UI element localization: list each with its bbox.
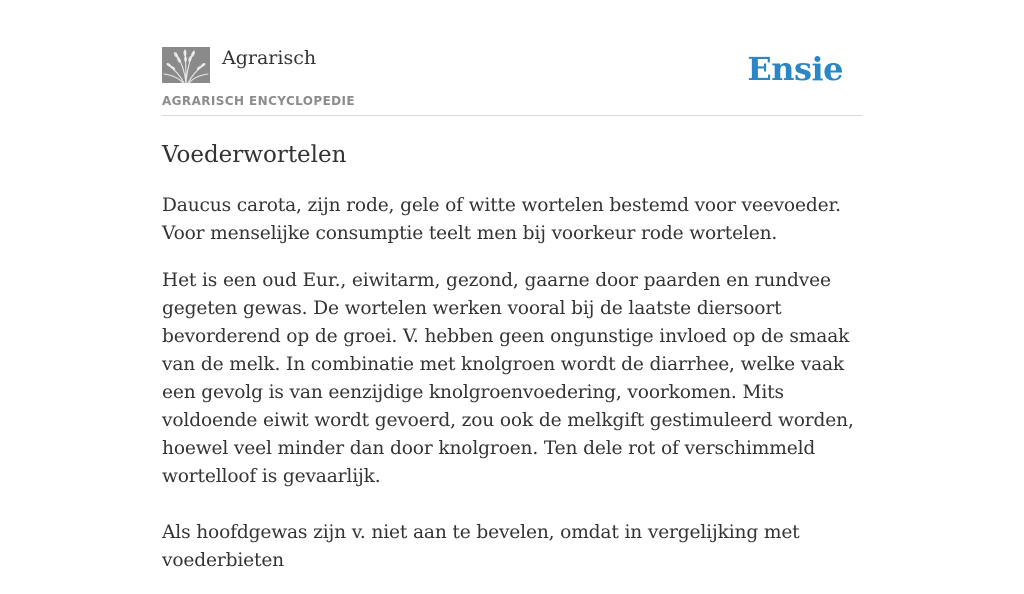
entry-title: Voederwortelen — [162, 142, 347, 168]
wheat-ears-icon[interactable] — [162, 47, 210, 83]
source-subtitle[interactable]: AGRARISCH ENCYCLOPEDIE — [162, 94, 355, 108]
content-container — [162, 0, 862, 571]
brand-logo[interactable]: Ensie — [747, 50, 843, 88]
entry-paragraph: Daucus carota, zijn rode, gele of witte wortelen bestemd voor veevoeder. Voor menselijke consumptie teelt men bij voorkeur rode wortelen. — [162, 195, 841, 244]
source-header — [162, 0, 862, 116]
source-title[interactable]: Agrarisch — [222, 47, 317, 69]
entry-body — [162, 192, 862, 594]
entry-paragraph: Het is een oud Eur., eiwitarm, gezond, gaarne door paarden en rundvee gegeten gewas. De wortelen werken vooral bij de laatste diersoort bevorderend op de groei. V. hebben geen ongunstige invloed op de smaak van de melk. In combinatie met knolgroen wordt de diarrhee, welke vaak een gevolg is van eenzijdige knolgroenvoedering, voorkomen. Mits voldoende eiwit wordt gevoerd, zou ook de melkgift gestimuleerd worden, hoewel veel minder dan door knolgroen. Ten dele rot of verschimmeld wortelloof is gevaarlijk. — [162, 270, 854, 487]
entry-paragraph: Als hoofdgewas zijn v. niet aan te bevelen, omdat in vergelijking met voederbieten — [162, 522, 800, 571]
